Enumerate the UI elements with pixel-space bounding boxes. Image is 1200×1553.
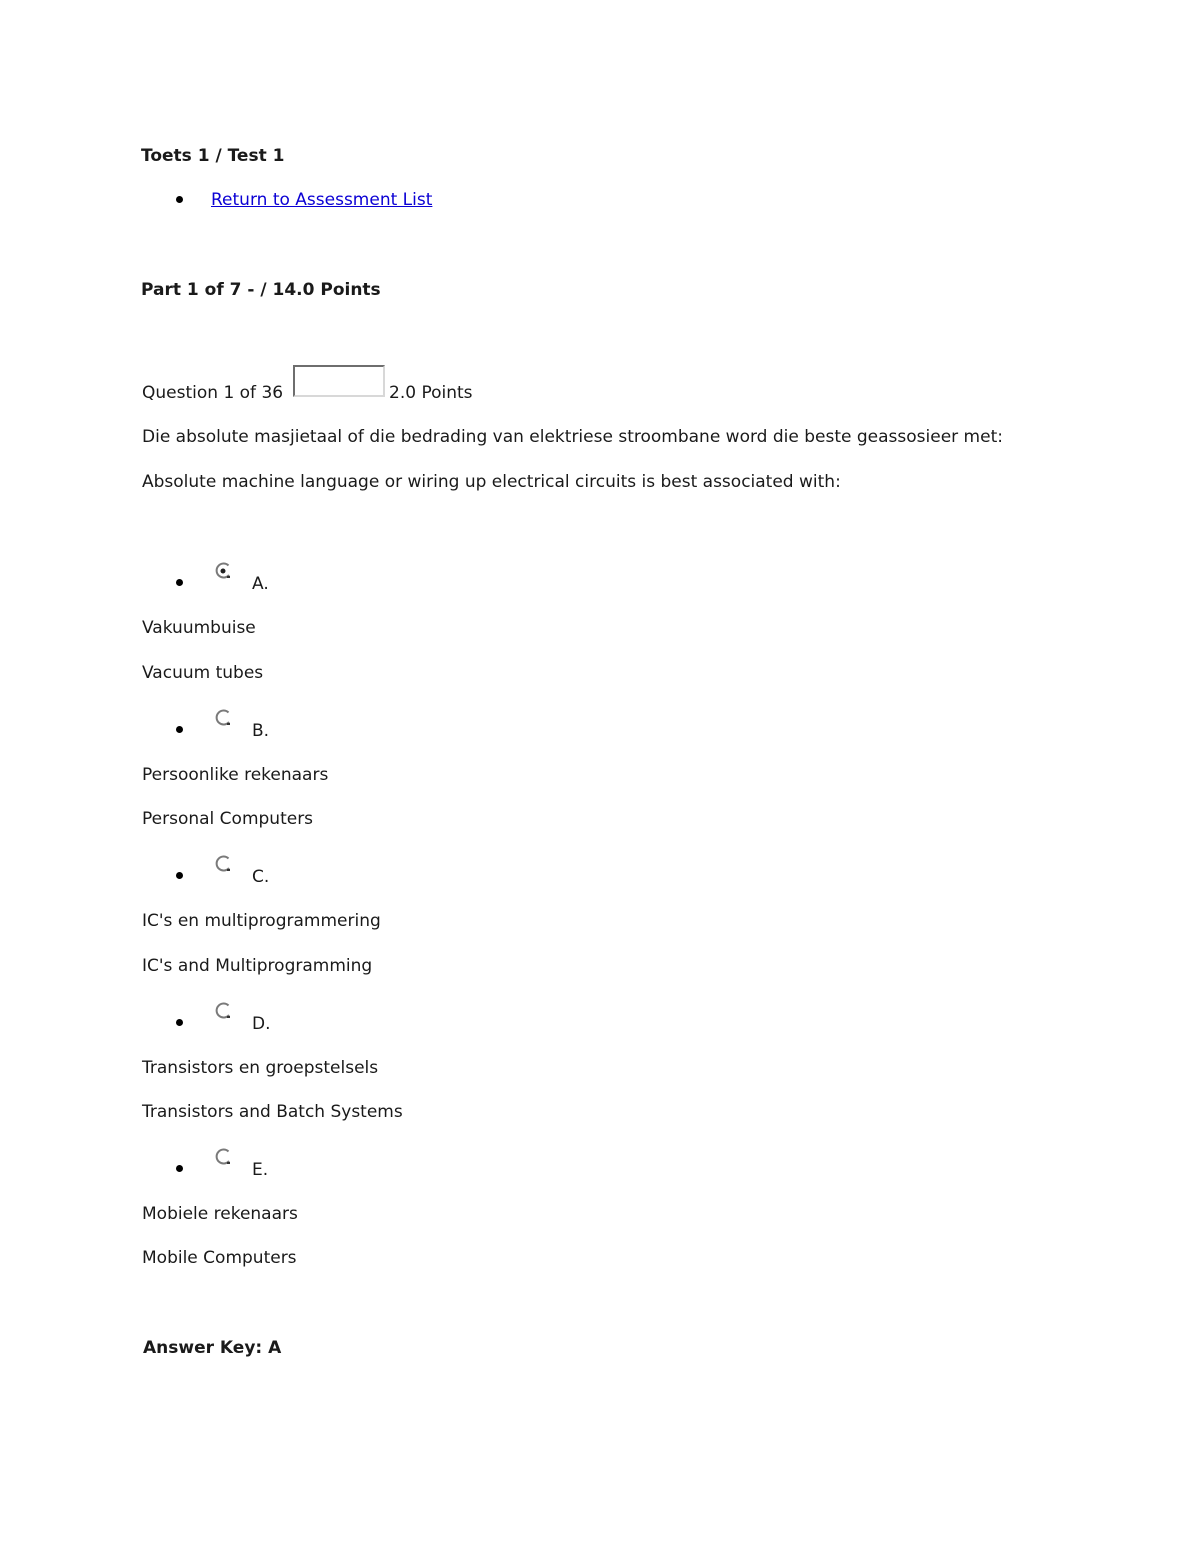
- option-c-radio[interactable]: [214, 854, 234, 874]
- page-title: Toets 1 / Test 1: [141, 146, 285, 166]
- list-bullet: [176, 1019, 183, 1026]
- question-text-en: Absolute machine language or wiring up electrical circuits is best associated with:: [142, 472, 841, 492]
- list-bullet: [176, 196, 183, 203]
- option-c-text-af: IC's en multiprogrammering: [142, 911, 381, 931]
- option-d-text-en: Transistors and Batch Systems: [142, 1102, 403, 1122]
- option-b-text-en: Personal Computers: [142, 809, 314, 829]
- list-bullet: [176, 579, 183, 586]
- answer-key: Answer Key: A: [143, 1338, 282, 1358]
- option-c-text-en: IC's and Multiprogramming: [142, 956, 373, 976]
- list-bullet: [176, 726, 183, 733]
- option-e-letter: E.: [252, 1160, 269, 1180]
- option-b-letter: B.: [252, 721, 270, 741]
- option-a-text-en: Vacuum tubes: [142, 663, 264, 683]
- option-e-text-en: Mobile Computers: [142, 1248, 297, 1268]
- question-points: 2.0 Points: [389, 383, 473, 403]
- return-to-assessment-list-link[interactable]: Return to Assessment List: [211, 190, 433, 210]
- part-heading: Part 1 of 7 - / 14.0 Points: [141, 280, 381, 300]
- list-bullet: [176, 872, 183, 879]
- option-a-text-af: Vakuumbuise: [142, 618, 256, 638]
- option-d-letter: D.: [252, 1014, 271, 1034]
- question-text-af: Die absolute masjietaal of die bedrading van elektriese stroombane word die beste geassosieer met:: [142, 427, 1003, 447]
- option-c-letter: C.: [252, 867, 270, 887]
- option-e-radio[interactable]: [214, 1147, 234, 1167]
- option-e-text-af: Mobiele rekenaars: [142, 1204, 298, 1224]
- option-d-text-af: Transistors en groepstelsels: [142, 1058, 379, 1078]
- option-b-text-af: Persoonlike rekenaars: [142, 765, 329, 785]
- option-a-radio[interactable]: [214, 561, 234, 581]
- option-b-radio[interactable]: [214, 708, 234, 728]
- score-input[interactable]: [293, 365, 385, 397]
- option-d-radio[interactable]: [214, 1001, 234, 1021]
- option-a-letter: A.: [252, 574, 269, 594]
- question-number: Question 1 of 36: [142, 383, 284, 403]
- list-bullet: [176, 1165, 183, 1172]
